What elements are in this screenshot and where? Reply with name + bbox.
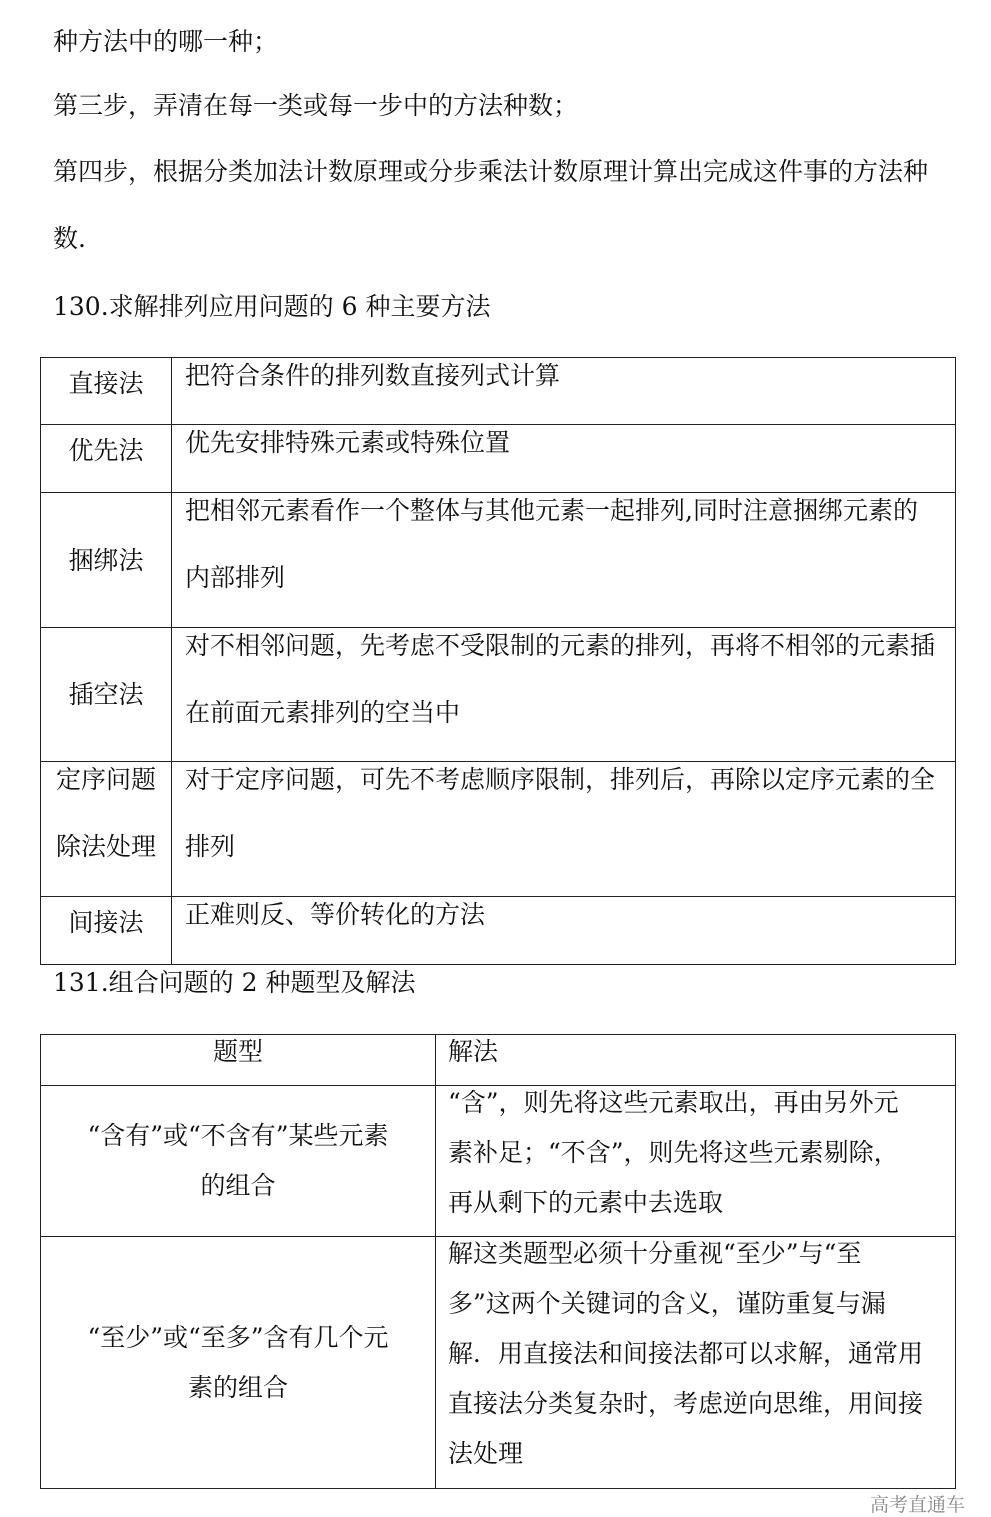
table-row bbox=[41, 493, 956, 628]
table-row bbox=[41, 1086, 956, 1237]
intro-line-1: 种方法中的哪一种； bbox=[53, 27, 279, 56]
solution-cell: 解这类题型必须十分重视“至少”与“至 多”这两个关键词的含义，谨防重复与漏 解．用直接法和间接法都可以求解，通常用 直接法分类复杂时，考虑逆向思维，用间接 法处理 bbox=[436, 1237, 956, 1489]
combination-types-table bbox=[40, 1034, 956, 1489]
table-row bbox=[41, 628, 956, 762]
method-desc-cell: 把相邻元素看作一个整体与其他元素一起排列,同时注意捆绑元素的 内部排列 bbox=[172, 493, 956, 628]
section-130-title: 130.求解排列应用问题的 6 种主要方法 bbox=[53, 292, 491, 321]
method-desc-cell: 优先安排特殊元素或特殊位置 bbox=[172, 425, 956, 493]
method-desc-cell: 正难则反、等价转化的方法 bbox=[172, 897, 956, 965]
intro-line-4: 数. bbox=[53, 224, 86, 253]
table-row bbox=[41, 762, 956, 897]
method-name-cell: 直接法 bbox=[41, 358, 172, 425]
method-name-cell: 间接法 bbox=[41, 897, 172, 965]
method-desc-cell: 对于定序问题，可先不考虑顺序限制，排列后，再除以定序元素的全 排列 bbox=[172, 762, 956, 897]
type-cell: “至少”或“至多”含有几个元 素的组合 bbox=[41, 1237, 436, 1489]
intro-line-3: 第四步，根据分类加法计数原理或分步乘法计数原理计算出完成这件事的方法种 bbox=[53, 157, 929, 186]
table-row bbox=[41, 897, 956, 965]
method-desc-cell: 对不相邻问题，先考虑不受限制的元素的排列，再将不相邻的元素插 在前面元素排列的空当中 bbox=[172, 628, 956, 762]
section-131-title: 131.组合问题的 2 种题型及解法 bbox=[53, 968, 416, 997]
method-desc-cell: 把符合条件的排列数直接列式计算 bbox=[172, 358, 956, 425]
method-name-cell: 插空法 bbox=[41, 628, 172, 762]
method-name-cell: 优先法 bbox=[41, 425, 172, 493]
header-type-cell: 题型 bbox=[41, 1035, 436, 1086]
solution-cell: “含”，则先将这些元素取出，再由另外元 素补足；“不含”，则先将这些元素剔除， 再从剩下的元素中去选取 bbox=[436, 1086, 956, 1237]
table-row bbox=[41, 1237, 956, 1489]
type-cell: “含有”或“不含有”某些元素 的组合 bbox=[41, 1086, 436, 1237]
watermark-text: 高考直通车 bbox=[869, 1494, 965, 1516]
method-name-cell: 捆绑法 bbox=[41, 493, 172, 628]
method-name-cell: 定序问题 除法处理 bbox=[41, 762, 172, 897]
header-solution-cell: 解法 bbox=[436, 1035, 956, 1086]
permutation-methods-table bbox=[40, 357, 956, 965]
intro-line-2: 第三步，弄清在每一类或每一步中的方法种数； bbox=[53, 91, 579, 120]
